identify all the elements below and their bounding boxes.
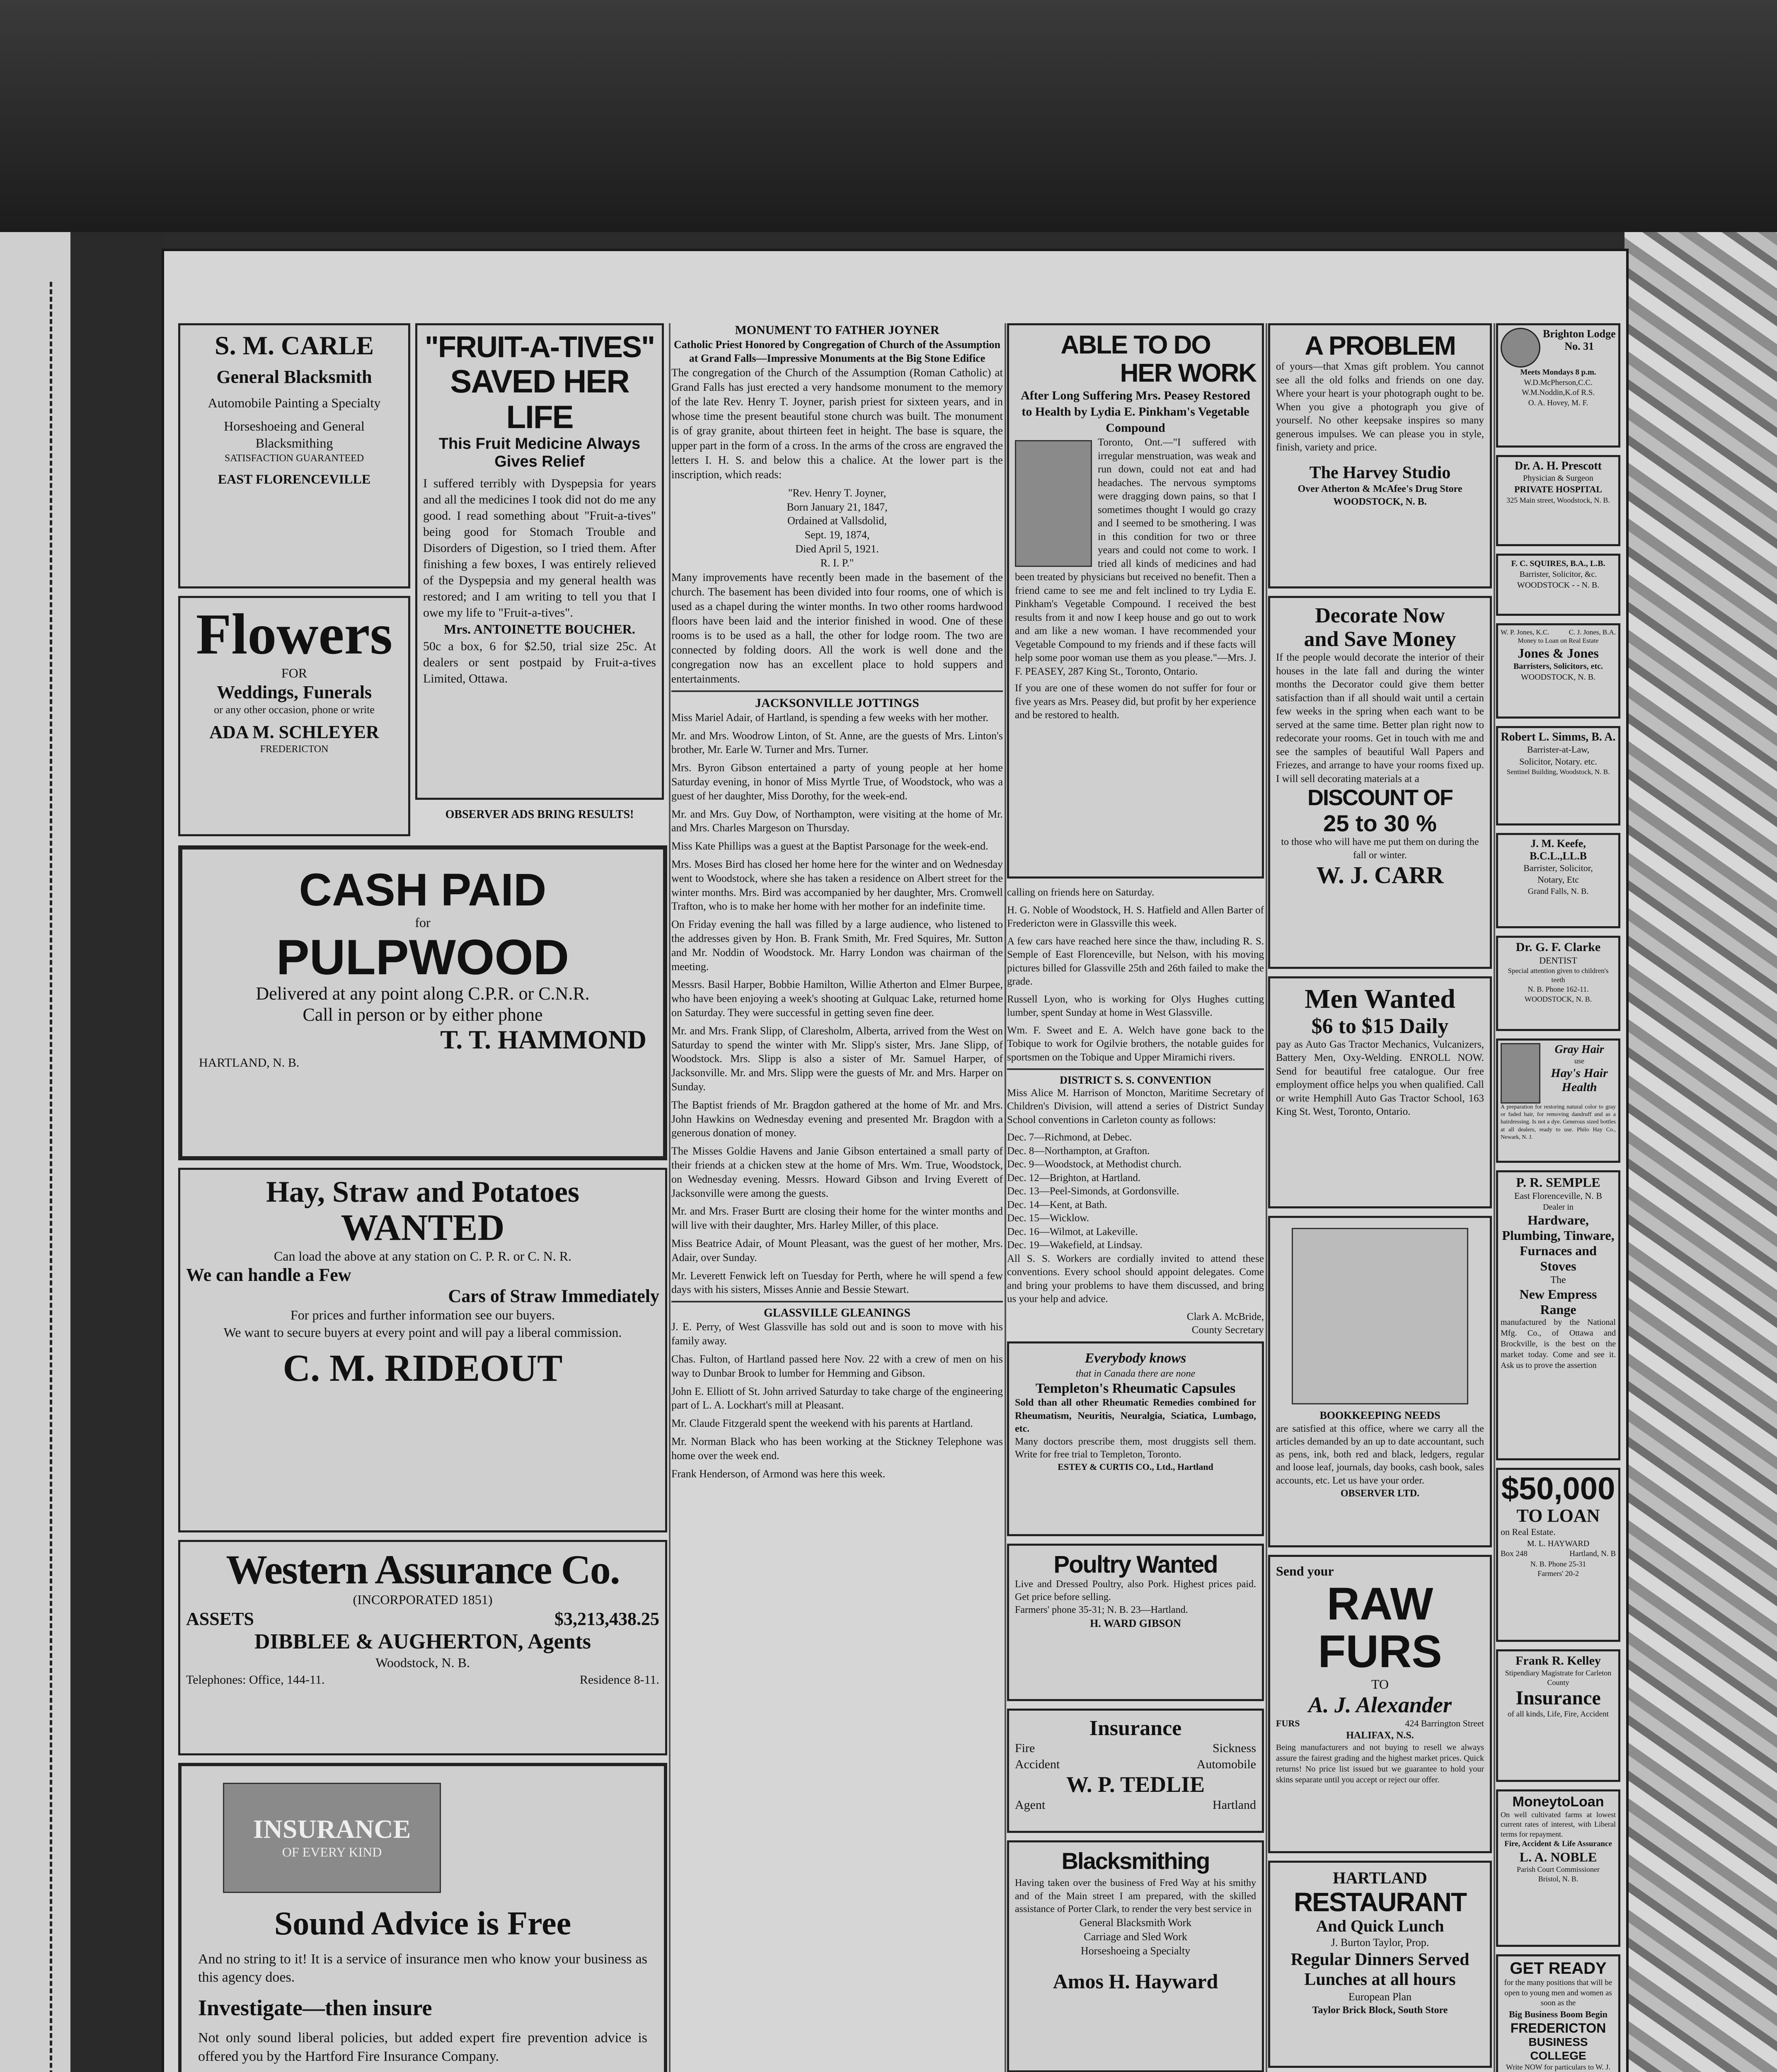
ad-title: $6 to $15 Daily: [1311, 1014, 1449, 1038]
card-name: F. C. SQUIRES, B.A., L.B.: [1511, 559, 1605, 568]
article-headline: MONUMENT TO FATHER JOYNER: [735, 323, 939, 337]
ad-line: for the many positions that will be open to young men and women as soon as the: [1504, 1978, 1612, 2008]
ad-line: Regular Dinners Served: [1290, 1950, 1470, 1970]
ad-title: SAVED HER LIFE: [450, 363, 629, 435]
hair-ad-text: [1543, 1043, 1616, 1104]
knights-emblem-icon: [1501, 328, 1540, 368]
lodge-line: W.D.McPherson,C.C.: [1524, 378, 1593, 387]
ad-line: Weddings, Funerals: [216, 682, 372, 702]
divider: [671, 690, 1003, 692]
article-paragraph: On Friday evening the hall was filled by a large audience, who listened to the addresses given by Hon. B. Frank Smith, Mr. Fred Squires, Mr. Sutton and Mr. Noddin of Woodstock. Mr. Harry London was chairman of the meeting.: [671, 918, 1003, 973]
ad-title: Hay's Hair Health: [1551, 1066, 1608, 1094]
ad-poultry-wanted: [1007, 1544, 1264, 1701]
column-5: [1496, 323, 1620, 2072]
column-1-right: [415, 323, 664, 845]
ad-title: Flowers: [196, 602, 393, 666]
inscription-line: Born January 21, 1847,: [787, 501, 888, 513]
ad-tedlie-insurance: [1007, 1709, 1264, 1833]
loan-address-row: [1501, 1549, 1616, 1559]
ad-name: T. T. HAMMOND: [440, 1025, 646, 1055]
ad-pinkham: [1007, 323, 1264, 879]
news-paragraph: H. G. Noble of Woodstock, H. S. Hatfield and Allen Barter of Fredericton were in Glassville this week.: [1007, 904, 1264, 929]
card-line: 325 Main street, Woodstock, N. B.: [1506, 496, 1610, 504]
ad-line: Horseshoeing and General Blacksmithing: [224, 418, 365, 451]
article-paragraph: All S. S. Workers are cordially invited to attend these conventions. Every school should appoint delegates. Come and bring your problems to have them discussed, and bring us your help and advice.: [1007, 1253, 1264, 1305]
ad-title: $50,000: [1501, 1471, 1615, 1506]
ad-line: for: [415, 915, 431, 930]
lodge-line: Meets Mondays 8 p.m.: [1520, 368, 1596, 377]
phones-row: [186, 1672, 659, 1688]
article-signature: County Secretary: [1191, 1324, 1264, 1336]
ad-line: HARTLAND: [1333, 1869, 1427, 1887]
ad-noble-money-to-loan: [1496, 1789, 1620, 1947]
ad-harvey-studio: [1268, 323, 1492, 588]
agent-row: [1015, 1797, 1256, 1813]
binding-stitches: [50, 282, 62, 2072]
ad-line: HALIFAX, N.S.: [1346, 1730, 1414, 1741]
lodge-line: O. A. Hovey, M. F.: [1528, 399, 1588, 408]
ad-line: Parish Court Commissioner: [1516, 1865, 1600, 1874]
ad-line: Horseshoeing a Specialty: [1080, 1944, 1191, 1957]
card-squires: [1496, 554, 1620, 616]
phone-residence: Residence 8-11.: [579, 1673, 659, 1687]
ad-men-wanted: [1268, 976, 1492, 1208]
ad-body: pay as Auto Gas Tractor Mechanics, Vulcanizers, Battery Men, Oxy-Welding. ENROLL NOW. Send for beautiful free catalogue. Our free employment office helps you when qualified. Call or write Hemphill Auto Gas Tractor School, 163 King St. West, Toronto, Ontario.: [1276, 1038, 1484, 1118]
ad-line: WOODSTOCK, N. B.: [1333, 496, 1427, 508]
lodge-name: Brighton Lodge: [1543, 328, 1616, 340]
ad-line: Box 248: [1501, 1549, 1528, 1558]
article-paragraph: Mr. Claude Fitzgerald spent the weekend with his parents at Hartland.: [671, 1417, 973, 1430]
article-paragraph: Chas. Fulton, of Hartland passed here Nov. 22 with a crew of men on his way to Dunbar Brook to lumber for Hemming and Gibson.: [671, 1353, 1003, 1379]
ad-line: (INCORPORATED 1851): [353, 1592, 493, 1607]
card-line: Barrister, Solicitor, &c.: [1519, 570, 1597, 579]
article-paragraph: Mr. and Mrs. Guy Dow, of Northampton, were visiting at the home of Mr. and Mrs. Charles Margeson on Thursday.: [671, 808, 1003, 834]
schedule-line: Dec. 12—Brighton, at Hartland.: [1007, 1172, 1141, 1184]
ad-title: HER WORK: [1120, 359, 1256, 388]
schedule-line: Dec. 14—Kent, at Bath.: [1007, 1199, 1107, 1210]
card-line: Physician & Surgeon: [1523, 474, 1593, 483]
ad-line: General Blacksmith Work: [1079, 1917, 1192, 1929]
ad-title: WANTED: [341, 1207, 505, 1249]
ad-raw-furs: [1268, 1555, 1492, 1853]
ad-title: Decorate Now: [1315, 604, 1445, 627]
address-row: [1276, 1718, 1484, 1730]
coverage: Accident: [1015, 1757, 1060, 1772]
ad-line: Write NOW for particulars to W. J.: [1506, 2062, 1610, 2071]
ad-line: Big Business Boom Begin: [1509, 2009, 1608, 2020]
ad-name: DIBBLEE & AUGHERTON, Agents: [254, 1630, 591, 1654]
ad-subtitle: Investigate—then insure: [198, 1995, 432, 2021]
woman-portrait: [1501, 1043, 1540, 1104]
ad-blacksmithing: [1007, 1840, 1264, 2072]
ad-body: 50c a box, 6 for $2.50, trial size 25c. At dealers or sent postpaid by Fruit-a-tives Limited, Ottawa.: [423, 639, 656, 685]
ad-title: Gray Hair: [1554, 1043, 1604, 1056]
schedule-line: Dec. 19—Wakefield, at Lindsay.: [1007, 1239, 1143, 1251]
ad-flowers: [178, 596, 410, 836]
ad-cash-pulpwood: [178, 845, 667, 1160]
ad-line: FURS: [1276, 1718, 1300, 1728]
ad-title: TO LOAN: [1516, 1505, 1600, 1526]
newspaper-page: [162, 249, 1629, 2072]
ad-line: N. B. Phone 25-31: [1530, 1559, 1586, 1568]
partner-name: C. J. Jones, B.A.: [1569, 628, 1616, 636]
ad-line: FREDERICTON: [260, 743, 329, 755]
ad-line: Carriage and Sled Work: [1084, 1930, 1187, 1943]
ad-line: Delivered at any point along C.P.R. or C.N.R.: [256, 983, 590, 1004]
ad-line: Automobile Painting a Specialty: [208, 395, 381, 410]
article-paragraph: Mrs. Moses Bird has closed her home here for the winter and on Wednesday went to Woodstock, where she has taken a residence on Albert street for the winter months. Mrs. Bird was accompanied by her daughter, Mrs. Cromwell Trafton, who is to make her home with her mother for an indefinite time.: [671, 858, 1003, 913]
card-line: Sentinel Building, Woodstock, N. B.: [1506, 768, 1610, 776]
ad-body: manufactured by the National Mfg. Co., of Ottawa and Brockville, is the best on the market today. Come and see it. Ask us to prove the assertion: [1501, 1318, 1616, 1370]
ad-name: OBSERVER LTD.: [1340, 1488, 1420, 1499]
card-line: WOODSTOCK, N. B.: [1520, 672, 1596, 682]
column-rule: [1494, 323, 1495, 2072]
ad-insurance-sound-advice: [178, 1763, 667, 2072]
article-body: Many improvements have recently been made in the basement of the church. The basement has been divided into four rooms, one of which is used as a chapel during the winter months. In two other rooms hardwood floors have been laid and the interior finished in wood. One of these rooms is to be used as a hall, the other for lodge room. The two are connected by folding doors. All the work is well done and the congregation now has an excellent place to hold suppers and entertainments.: [671, 571, 1003, 685]
card-line: Grand Falls, N. B.: [1528, 886, 1589, 896]
article-paragraph: J. E. Perry, of West Glassville has sold out and is soon to move with his family away.: [671, 1321, 1003, 1347]
ad-line: Taylor Brick Block, South Store: [1312, 2004, 1448, 2016]
schedule-line: Dec. 16—Wilmot, at Lakeville.: [1007, 1226, 1138, 1237]
ad-body: Having taken over the business of Fred Way at his smithy and of the Main street I am prepared, with the skilled assistance of Porter Clark, to render the very best service in: [1015, 1878, 1256, 1915]
ad-name: Amos H. Hayward: [1053, 1970, 1218, 1993]
card-line: PRIVATE HOSPITAL: [1514, 484, 1603, 495]
ad-line: We want to secure buyers at every point and will pay a liberal commission.: [223, 1325, 622, 1340]
ad-line: Send your: [1276, 1564, 1334, 1578]
ad-line: Lunches at all hours: [1304, 1970, 1456, 1990]
card-line: Money to Loan on Real Estate: [1518, 637, 1599, 645]
ad-title: New Empress Range: [1519, 1286, 1597, 1317]
ad-body: Being manufacturers and not buying to resell we always assure the fairest grading and the highest market prices. Quick returns! No price list issued but we guarantee to hold your skins separate until you accept or reject our offer.: [1276, 1743, 1484, 1785]
ad-body: And no string to it! It is a service of insurance men who know your business as this agency does.: [198, 1951, 647, 1985]
coverage-row: [1015, 1740, 1256, 1756]
news-paragraph: Russell Lyon, who is working for Olys Hughes cutting lumber, spent Sunday at home in West Glassville.: [1007, 993, 1264, 1018]
ad-fruit-a-tives: [415, 323, 664, 800]
article-paragraph: Messrs. Basil Harper, Bobbie Hamilton, Willie Atherton and Elmer Burpee, who have been enjoying a week's shooting at Gulquac Lake, returned home on Saturday. They were successful in getting seven fine deer.: [671, 978, 1003, 1019]
coverage: Sickness: [1213, 1741, 1256, 1755]
ad-body: of yours—that Xmas gift problem. You cannot see all the old folks and friends on one day. Where your heart is your photograph ought to be. When you give a photograph you give of yourself. No other keepsake inspires so many generous impulses. We can please you in style, finish, variety and price.: [1276, 361, 1484, 453]
ad-line: J. Burton Taylor, Prop.: [1331, 1936, 1429, 1949]
ad-bookkeeping: [1268, 1216, 1492, 1547]
card-line: East Florenceville, N. B: [1514, 1190, 1602, 1201]
card-line: DENTIST: [1539, 955, 1577, 966]
ad-name: H. WARD GIBSON: [1090, 1617, 1181, 1630]
schedule-line: Dec. 13—Peel-Simonds, at Gordonsville.: [1007, 1186, 1179, 1197]
ad-line: to those who will have me put them on during the fall or winter.: [1281, 837, 1479, 861]
agent-label: Agent: [1015, 1798, 1046, 1812]
news-paragraph: Wm. F. Sweet and E. A. Welch have gone back to the Tobique to work for Ogilvie brothers, the notable guides for sportsmen on the Tobique and Upper Miramichi rivers.: [1007, 1024, 1264, 1063]
ad-line: ESTEY & CURTIS CO., Ltd., Hartland: [1058, 1462, 1213, 1472]
inscription-line: Ordained at Vallsdolid,: [787, 515, 887, 527]
ad-line: that in Canada there are none: [1075, 1368, 1196, 1380]
column-2: [671, 323, 1003, 2072]
lodge-row: [1501, 328, 1616, 368]
partner-name: W. P. Jones, K.C.: [1501, 628, 1549, 636]
column-rule: [1266, 323, 1267, 2072]
ad-line: Call in person or by either phone: [303, 1004, 543, 1025]
ad-name: ADA M. SCHLEYER: [209, 721, 379, 742]
ad-body: If the people would decorate the interior of their houses in the late fall and during the winter months the Decorator could give them better satisfaction than if all should wait until a certain few weeks in the spring when each want to be served at the same time. Better plan right now to redecorate your rooms. Get in touch with me and see the samples of beautiful Wall Papers and Friezes, and arrange to have your rooms fixed up. I will sell decorating materials at a: [1276, 652, 1484, 784]
card-clarke: [1496, 936, 1620, 1031]
ad-title: Men Wanted: [1305, 984, 1455, 1014]
ad-name: W. J. CARR: [1316, 861, 1444, 888]
article-paragraph: Mr. Leverett Fenwick left on Tuesday for Perth, where he will spend a few days with his sisters, Misses Annie and Bessie Stewart.: [671, 1269, 1003, 1296]
emblem-text: INSURANCE: [253, 1814, 411, 1844]
article-paragraph: Miss Beatrice Adair, of Mount Pleasant, was the guest of her mother, Mrs. Adair, over Sunday.: [671, 1237, 1003, 1264]
ad-title: DISCOUNT OF: [1307, 785, 1453, 811]
ad-subtitle: After Long Suffering Mrs. Peasey Restored to Health by Lydia E. Pinkham's Vegetable Compound: [1021, 389, 1250, 435]
ad-body: A preparation for restoring natural color to gray or faded hair, for removing dandruff and as a hairdressing. Is not a dye. Generous sized bottles at all dealers, ready to use. Philo Hay Co., Newark, N. J.: [1501, 1104, 1616, 1140]
card-name: Dr. A. H. Prescott: [1515, 460, 1602, 472]
article-paragraph: Mr. and Mrs. Fraser Burtt are closing their home for the winter months and will live with their daughter, Mrs. Harley Miller, of this place.: [671, 1205, 1003, 1232]
insurance-emblem-image: [223, 1783, 441, 1893]
assets-value: $3,213,438.25: [554, 1608, 659, 1629]
card-name: P. R. SEMPLE: [1516, 1175, 1600, 1190]
card-line: Stipendiary Magistrate for Carleton County: [1505, 1668, 1612, 1687]
ad-line: Woodstock, N. B.: [375, 1655, 470, 1670]
article-paragraph: The Misses Goldie Havens and Janie Gibson entertained a small party of their friends at a chicken stew at the home of Mrs. Wm. True, Woodstock, on Wednesday evening. Messrs. Howard Gibson and Irving Everett of Jacksonville were among the guests.: [671, 1145, 1003, 1199]
ad-title: Hay, Straw and Potatoes: [266, 1175, 579, 1208]
ad-name: W. P. TEDLIE: [1066, 1772, 1205, 1797]
inscription-line: Died April 5, 1921.: [795, 543, 879, 555]
ad-title: Templeton's Rheumatic Capsules: [1035, 1381, 1236, 1397]
article-headline: GLASSVILLE GLEANINGS: [763, 1307, 910, 1320]
card-kelley: [1496, 1649, 1620, 1782]
column-rule: [1005, 323, 1006, 2072]
divider: [1007, 1068, 1264, 1070]
schedule-line: Dec. 7—Richmond, at Debec.: [1007, 1132, 1132, 1143]
assets-row: [186, 1609, 659, 1630]
ad-line: TO: [1371, 1676, 1389, 1692]
card-name: Robert L. Simms, B. A.: [1501, 731, 1616, 743]
adjacent-page-edge: [0, 232, 70, 2072]
coverage: Fire: [1015, 1741, 1035, 1755]
ad-line: Farmers' 20-2: [1537, 1569, 1579, 1578]
card-line: WOODSTOCK - - N. B.: [1517, 581, 1600, 590]
ad-title: GET READY: [1510, 1959, 1607, 1978]
coverage-row: [1015, 1756, 1256, 1772]
card-line: Barrister-at-Law,: [1527, 744, 1590, 755]
ad-title: MoneytoLoan: [1512, 1794, 1604, 1810]
card-line: Notary, Etc: [1537, 874, 1579, 885]
ad-title: 25 to 30 %: [1323, 810, 1437, 836]
ad-line: For prices and further information see our buyers.: [290, 1307, 555, 1323]
ad-line: HARTLAND, N. B.: [199, 1055, 300, 1070]
portrait-photo: [1015, 440, 1092, 567]
article-body: The congregation of the Church of the Assumption (Roman Catholic) at Grand Falls has just erected a very handsome monument to the memory of the late Rev. Henry T. Joyner, parish priest for sixteen years, and in whose time the present beautiful stone church was built. The monument is of gray granite, about thirteen feet in height. The base is square, the upper part in the form of a cross. In the arms of the cross are engraved the letters I. H. S. and below this a chalice. At the lower part is the inscription, which reads:: [671, 366, 1003, 481]
ad-name: C. M. RIDEOUT: [283, 1346, 563, 1389]
article-paragraph: Mr. and Mrs. Frank Slipp, of Claresholm, Alberta, arrived from the West on Saturday to spend the winter with Mr. Slipp's sister, Mrs. Jane Slipp, of Woodstock. Mrs. Slipp is also a sister of Mr. Samuel Harper, of Jacksonville. Mr. and Mrs. Slipp were the guests of Mr. and Mrs. Harper on Sunday.: [671, 1024, 1003, 1093]
ad-line: on Real Estate.: [1501, 1527, 1556, 1537]
article-paragraph: Frank Henderson, of Armond was here this week.: [671, 1467, 886, 1480]
ad-line: FOR: [281, 666, 307, 680]
article-signature: Clark A. McBride,: [1186, 1311, 1264, 1322]
ad-50000-to-loan: [1496, 1468, 1620, 1642]
article-headline: JACKSONVILLE JOTTINGS: [755, 696, 919, 710]
article-paragraph: John E. Elliott of St. John arrived Saturday to take charge of the engineering part of L. A. Lockhart's mill at Pleasant.: [671, 1385, 1003, 1411]
card-line: Solicitor, Notary. etc.: [1519, 756, 1597, 767]
card-name: Frank R. Kelley: [1516, 1654, 1601, 1668]
ad-title: Western Assurance Co.: [226, 1547, 620, 1593]
observer-ads-line: OBSERVER ADS BRING RESULTS!: [445, 808, 634, 821]
news-paragraph: calling on friends here on Saturday.: [1007, 887, 1155, 898]
ad-hays-hair-health: [1496, 1038, 1620, 1163]
card-line: N. B. Phone 162-11.: [1528, 985, 1589, 994]
ad-name: L. A. NOBLE: [1519, 1849, 1597, 1864]
phone-office: Telephones: Office, 144-11.: [186, 1673, 325, 1687]
ad-line: We can handle a Few: [186, 1265, 351, 1285]
article-paragraph: Mrs. Byron Gibson entertained a party of young people at her home Saturday evening, in honor of Miss Myrtle True, of Woodstock, who was a guest of her daughter, Miss Dorothy, for the week-end.: [671, 762, 1003, 802]
card-keefe: [1496, 833, 1620, 928]
ad-line: Bristol, N. B.: [1538, 1875, 1578, 1883]
ad-name: M. L. HAYWARD: [1527, 1539, 1590, 1548]
ad-body: are satisfied at this office, where we carry all the articles demanded by an up to date accountant, such as pens, ink, both red and black, ledgers, regular and loose leaf, journals, day books, cash book, sales accounts, etc. Let us have your order.: [1276, 1423, 1484, 1486]
ad-logo: A. J. Alexander: [1308, 1692, 1452, 1718]
ad-decorate-now: [1268, 596, 1492, 969]
ad-body: Not only sound liberal policies, but added expert fire prevention advice is offered you by the Hartford Fire Insurance Company.: [198, 2030, 647, 2064]
news-paragraph: A few cars have reached here since the thaw, including R. S. Semple of East Florenceville, but Nelson, with his moving pictures billed for Glassville 25th and 26th failed to make the grade.: [1007, 935, 1264, 987]
ad-body: Many doctors prescribe them, most druggists sell them. Write for free trial to Templeton, Toronto.: [1015, 1436, 1256, 1460]
schedule-line: Dec. 8—Northampton, at Grafton.: [1007, 1145, 1150, 1157]
partners-row: [1501, 628, 1616, 637]
ad-title: FURS: [1318, 1626, 1442, 1677]
article-paragraph: Miss Alice M. Harrison of Moncton, Maritime Secretary of Children's Division, will attend a series of District Sunday School conventions in Carleton county as follows:: [1007, 1087, 1264, 1126]
ad-line: use: [1574, 1057, 1584, 1065]
divider: [671, 1301, 1003, 1302]
ad-title: Blacksmithing: [1061, 1847, 1210, 1874]
article-subhead: Catholic Priest Honored by Congregation of Church of the Assumption at Grand Falls—Impressive Monuments at the Big Stone Edifice: [674, 338, 1000, 365]
ad-carle-blacksmith: [178, 323, 410, 588]
card-name: Jones & Jones: [1518, 645, 1599, 661]
ad-body: Toronto, Ont.—"I suffered with irregular menstruation, was weak and run down, could not eat and had headaches. The nervous symptoms were dragging down pains, so that I sometimes thought I would go crazy and I seemed to be smothering. I was in this condition for two or three years and could not come to work. I tried all kinds of medicines and had been treated by physicians but received no benefit. Then a friend came to see me and felt inclined to try Lydia E. Pinkham's Vegetable Compound. I received the best results from it and now I keep house and go out to work and am like a new woman. I have recommended your Vegetable Compound to my friends and if these facts will help some poor woman use them as you please."—Mrs. J. F. PEASEY, 287 King St., Toronto, Ontario.: [1015, 437, 1256, 677]
card-line: WOODSTOCK, N. B.: [1524, 995, 1592, 1003]
ad-line: SATISFACTION GUARANTEED: [224, 453, 364, 464]
ad-signature: Mrs. ANTOINETTE BOUCHER.: [444, 622, 635, 637]
ad-title: ABLE TO DO: [1060, 331, 1210, 359]
assets-label: ASSETS: [186, 1608, 254, 1629]
ad-line: Over Atherton & McAfee's Drug Store: [1298, 484, 1462, 495]
ad-body: I suffered terribly with Dyspepsia for years and all the medicines I took did not do me any good. I read something about "Fruit-a-tives" being good for Stomach Trouble and Disorders of Digestion, so I tried them. After finishing a few boxes, I was entirely relieved of the Dyspepsia and my general health was restored; and I am writing to tell you that I owe my life to "Fruit-a-tives".: [423, 477, 656, 620]
bookkeeper-illustration: [1292, 1228, 1468, 1404]
ad-line: or any other occasion, phone or write: [214, 704, 375, 716]
article-headline: DISTRICT S. S. CONVENTION: [1060, 1074, 1211, 1086]
card-simms: [1496, 726, 1620, 825]
card-line: Special attention given to children's teeth: [1508, 967, 1609, 984]
card-line: Dealer in: [1543, 1203, 1574, 1212]
ad-title: "FRUIT-A-TIVES": [424, 331, 655, 364]
agent-town: Hartland: [1213, 1798, 1256, 1812]
ad-body: On well cultivated farms at lowest current rates of interest, with Liberal terms for repayment.: [1501, 1811, 1616, 1838]
hair-ad-row: [1501, 1043, 1616, 1104]
card-name: Dr. G. F. Clarke: [1516, 940, 1601, 954]
card-line: of all kinds, Life, Fire, Accident: [1508, 1710, 1609, 1719]
ad-western-assurance: [178, 1540, 667, 1755]
ad-title: Insurance: [1089, 1716, 1182, 1740]
inscription-line: "Rev. Henry T. Joyner,: [788, 487, 886, 499]
ad-subtitle: This Fruit Medicine Always Gives Relief: [438, 435, 641, 471]
marbled-cover-edge: [1624, 232, 1777, 2072]
ad-line: 424 Barrington Street: [1405, 1718, 1484, 1728]
photo-background-top: [0, 0, 1777, 232]
ad-title: Poultry Wanted: [1053, 1551, 1218, 1578]
ad-hay-straw-potatoes: [178, 1168, 667, 1532]
column-3: [1007, 323, 1264, 2072]
card-jones-jones: [1496, 623, 1620, 719]
card-line: The: [1550, 1274, 1566, 1285]
ad-title: Insurance: [1516, 1687, 1601, 1709]
ad-title: RESTAURANT: [1293, 1887, 1467, 1917]
ad-name: FREDERICTON: [1510, 2020, 1606, 2036]
ad-subtitle: General Blacksmith: [216, 367, 372, 387]
card-name: J. M. Keefe, B.C.L.,LL.B: [1530, 838, 1587, 862]
ad-line: European Plan: [1348, 1990, 1412, 2003]
article-paragraph: The Baptist friends of Mr. Bragdon gathered at the home of Mr. and Mrs. John Hawkins on Wednesday evening and presented Mr. Bragdon with a generous donation of money.: [671, 1099, 1003, 1139]
column-1-left: [178, 323, 410, 845]
ad-title: S. M. CARLE: [214, 331, 374, 360]
ad-body: If you are one of these women do not suffer for four or five years as Mrs. Peasey did, but profit by her experience and be restored to health.: [1015, 683, 1256, 721]
ad-body: Live and Dressed Poultry, also Pork. Highest prices paid. Get price before selling.: [1015, 1578, 1256, 1602]
ad-line: And Quick Lunch: [1316, 1917, 1444, 1936]
lodge-heading: [1543, 328, 1616, 368]
ad-title: RAW: [1327, 1578, 1433, 1629]
article-paragraph: Miss Mariel Adair, of Hartland, is spending a few weeks with her mother.: [671, 711, 989, 724]
ad-line: Fire, Accident & Life Assurance: [1504, 1840, 1612, 1849]
ad-hartland-restaurant: [1268, 1861, 1492, 2068]
ad-line: Hartland, N. B: [1569, 1549, 1616, 1558]
ad-name: The Harvey Studio: [1309, 463, 1451, 482]
card-prescott: [1496, 455, 1620, 546]
ad-fredericton-business-college: [1496, 1954, 1620, 2072]
coverage: Automobile: [1196, 1757, 1256, 1772]
schedule-line: Dec. 9—Woodstock, at Methodist church.: [1007, 1159, 1181, 1170]
column-1: [178, 323, 667, 2072]
article-paragraph: Mr. Norman Black who has been working at the Stickney Telephone was home over the week end.: [671, 1435, 1003, 1462]
ad-title: A PROBLEM: [1305, 331, 1455, 361]
ad-title: BOOKKEEPING NEEDS: [1319, 1409, 1440, 1421]
ad-line: Can load the above at any station on C. P. R. or C. N. R.: [274, 1248, 572, 1264]
ad-title: Hardware, Plumbing, Tinware, Furnaces and Stoves: [1502, 1213, 1615, 1273]
column-4: [1268, 323, 1492, 2072]
column-rule: [669, 323, 671, 2072]
inscription-line: R. I. P.": [820, 557, 854, 569]
ad-line: Cars of Straw Immediately: [448, 1285, 659, 1306]
article-paragraph: Miss Kate Phillips was a guest at the Baptist Parsonage for the week-end.: [671, 840, 988, 852]
ad-body: Sold than all other Rheumatic Remedies combined for Rheumatism, Neuritis, Neuralgia, Sciatica, Lumbago, etc.: [1015, 1397, 1256, 1434]
ad-title: and Save Money: [1304, 627, 1456, 651]
inscription-line: Sept. 19, 1874,: [804, 529, 870, 541]
ad-line: Everybody knows: [1085, 1350, 1186, 1366]
emblem-text: OF EVERY KIND: [282, 1844, 382, 1860]
lodge-number: No. 31: [1564, 340, 1594, 352]
ad-semple-hardware: [1496, 1170, 1620, 1460]
ad-line: EAST FLORENCEVILLE: [218, 471, 371, 487]
ad-body: Farmers' phone 35-31; N. B. 23—Hartland.: [1015, 1605, 1188, 1616]
ad-title: PULPWOOD: [276, 929, 569, 985]
schedule-line: Dec. 15—Wicklow.: [1007, 1213, 1089, 1224]
ad-name: BUSINESS COLLEGE: [1528, 2036, 1588, 2062]
card-line: Barrister, Solicitor,: [1523, 862, 1593, 873]
lodge-line: W.M.Noddin,K.of R.S.: [1521, 388, 1595, 397]
article-paragraph: Mr. and Mrs. Woodrow Linton, of St. Anne, are the guests of Mrs. Linton's brother, Mr. Earle W. Turner and Mrs. Turner.: [671, 729, 1003, 756]
ad-title: CASH PAID: [299, 864, 547, 915]
ad-templetons: [1007, 1341, 1264, 1536]
card-brighton-lodge: [1496, 323, 1620, 448]
card-line: Barristers, Solicitors, etc.: [1513, 661, 1603, 671]
ad-title: Sound Advice is Free: [274, 1905, 571, 1942]
